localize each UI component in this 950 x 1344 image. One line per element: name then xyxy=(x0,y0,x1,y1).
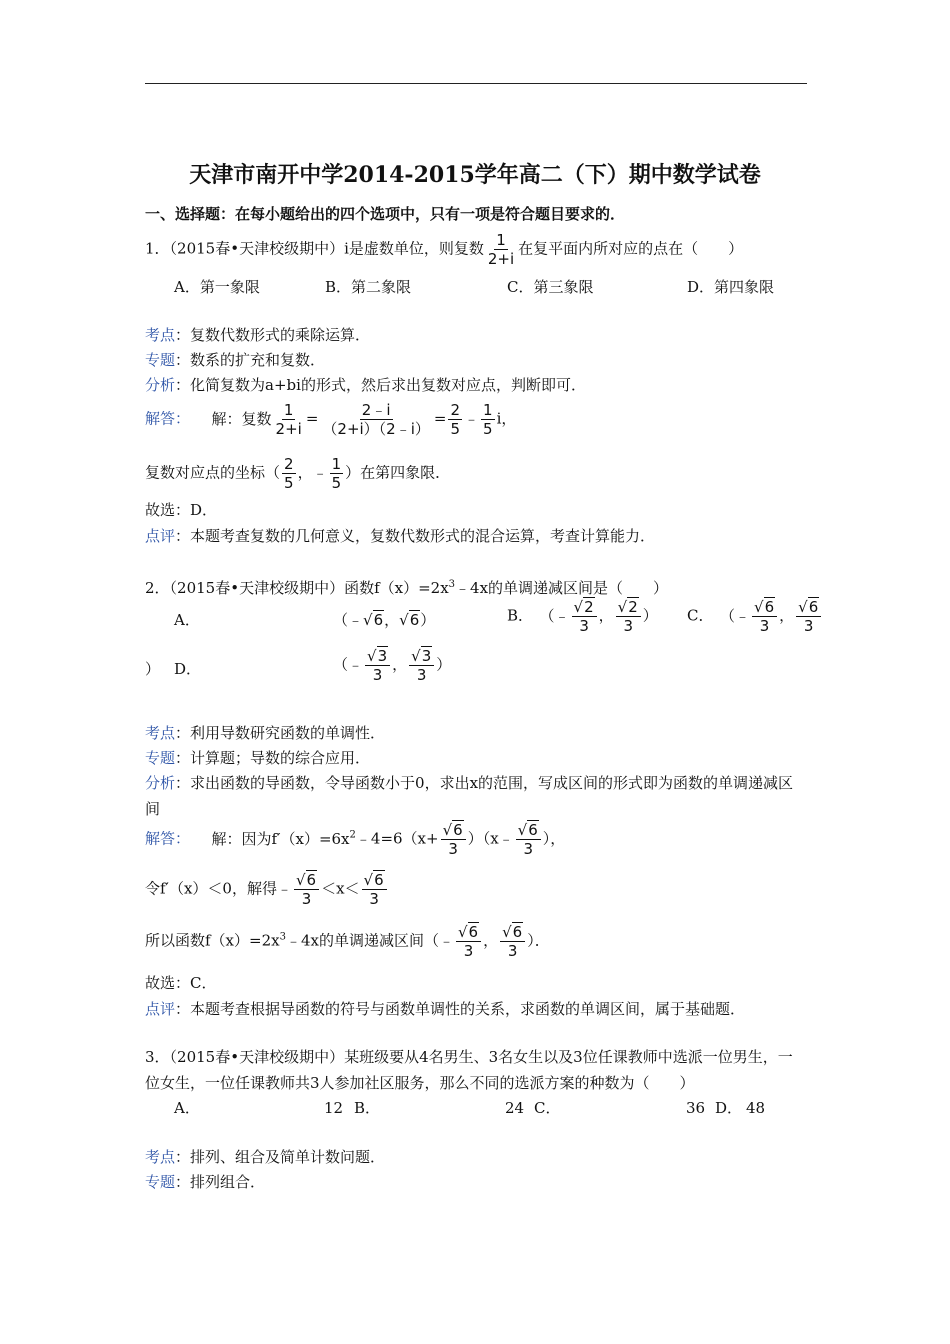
q2-jieda: 解答： 解：因为$f'(x)=6x^2﹣4=6(x+$ $\frac{√6}{3}$ ）（x﹣ $\frac{√6}{3}$ ）， xyxy=(145,821,566,858)
q3-stem: 3．（2015春•天津校级期中）某班级要从4名男生、3名女生以及3位任课教师中选派一位男生，一位女生，一位任课教师共3人参加社区服务，那么不同的选派方案的种数为（ ） xyxy=(145,1048,793,1092)
q1-answer: 故选：D． xyxy=(145,501,218,519)
q3-option-a[interactable]: A． xyxy=(174,1099,200,1117)
q2-zhuanti: 专题：计算题；导数的综合应用． xyxy=(145,749,371,767)
q2-answer: 故选：C． xyxy=(145,974,217,992)
fraction: $\frac{√6}{3}$ xyxy=(362,871,387,908)
q1-dianping: 点评：本题考查复数的几何意义，复数代数形式的混合运算，考查计算能力． xyxy=(145,527,656,545)
fraction: $\frac{√2}{3}$ xyxy=(616,598,641,635)
q1-zhuanti: 专题：数系的扩充和复数． xyxy=(145,351,326,369)
q3-option-b-value[interactable]: 24 xyxy=(505,1099,525,1117)
q2-suoyi-line: 所以函数$f(x)=2x^3﹣4x$的单调递减区间（﹣ $\frac{√6}{3}$ ， $\frac{√6}{3}$ ）． xyxy=(145,923,550,960)
fraction: $\frac{1}{5}$ xyxy=(483,401,493,438)
q2-option-b[interactable]: B． （﹣ $\frac{√2}{3}$ ， $\frac{√2}{3}$ ） xyxy=(507,598,658,635)
q2-option-c-close: ） xyxy=(145,660,161,678)
q1-stem xyxy=(145,231,743,268)
q2-option-a-value[interactable]: （﹣√6，√6） xyxy=(333,611,436,629)
fraction: $\frac{√6}{3}$ xyxy=(796,598,821,635)
header-rule xyxy=(145,83,807,84)
sqrt: √6 xyxy=(363,611,384,629)
q3-option-c-value[interactable]: 36 xyxy=(686,1099,706,1117)
sqrt: √6 xyxy=(399,611,420,629)
fraction: $\frac{1}{5}$ xyxy=(331,455,342,492)
fraction: $\frac{√2}{3}$ xyxy=(572,598,597,635)
q2-dianping: 点评：本题考查根据导函数的符号与函数单调性的关系，求函数的单调区间，属于基础题． xyxy=(145,1000,746,1018)
q2-option-c[interactable]: C． （﹣ $\frac{√6}{3}$ ， $\frac{√6}{3}$ xyxy=(687,598,823,635)
q3-option-c[interactable]: C． xyxy=(534,1099,561,1117)
q1-jieda: 解答： 解：复数 $\frac{1}{2+i}$ = $\frac{2﹣i}{(2+i)(2﹣i)}$ = $\frac{2}{5}$ ﹣ $\frac{1}{5}$ i， xyxy=(145,401,517,438)
q2-stem: 2．（2015春•天津校级期中）函数$f(x)=2x^3﹣4x$的单调递减区间是（ ） xyxy=(145,579,669,597)
fraction: $\frac{√6}{3}$ xyxy=(500,923,525,960)
q1-fenxi: 分析：化简复数为a+bi的形式，然后求出复数对应点，判断即可． xyxy=(145,376,586,394)
q2-option-d-label[interactable]: D． xyxy=(174,660,202,678)
q3-kaodian: 考点：排列、组合及简单计数问题． xyxy=(145,1148,386,1166)
fraction: $\frac{√6}{3}$ xyxy=(294,871,319,908)
q1-fraction xyxy=(486,231,516,268)
q2-option-a-label[interactable]: A． xyxy=(174,611,200,629)
q1-option-b[interactable]: B．第二象限 xyxy=(325,278,412,296)
fraction: $\frac{√3}{3}$ xyxy=(365,647,390,684)
fraction: $\frac{2﹣i}{(2+i)(2﹣i)}$ xyxy=(322,401,430,438)
q1-stem-tail: 在复平面内所对应的点在（ ） xyxy=(518,239,744,258)
fraction: $\frac{√6}{3}$ xyxy=(456,923,481,960)
q2-kaodian: 考点：利用导数研究函数的单调性． xyxy=(145,724,386,742)
q3-zhuanti: 专题：排列组合． xyxy=(145,1173,266,1191)
q2-option-d-value[interactable]: （﹣ $\frac{√3}{3}$ ， $\frac{√3}{3}$ ） xyxy=(333,647,452,684)
q3-option-d[interactable]: D． xyxy=(715,1099,743,1117)
q1-kaodian: 考点：复数代数形式的乘除运算． xyxy=(145,326,371,344)
fraction: $\frac{√6}{3}$ xyxy=(441,821,466,858)
q1-option-a[interactable]: A．第一象限 xyxy=(174,278,260,296)
fraction: $\frac{1}{2+i}$ xyxy=(275,401,302,438)
q1-option-c[interactable]: C．第三象限 xyxy=(507,278,594,296)
q3-option-a-value[interactable]: 12 xyxy=(324,1099,344,1117)
q2-fenxi: 分析：求出函数的导函数，令导函数小于0，求出x的范围，写成区间的形式即为函数的单调递减区间 xyxy=(145,774,794,818)
q1-coordinate-line: 复数对应点的坐标（ $\frac{2}{5}$ ，﹣ $\frac{1}{5}$ ）在第四象限． xyxy=(145,455,451,492)
section-heading: 一、选择题：在每小题给出的四个选项中，只有一项是符合题目要求的． xyxy=(145,205,626,223)
fraction: $\frac{√6}{3}$ xyxy=(752,598,777,635)
q1-frac-num: 1 xyxy=(496,231,506,249)
q2-ling-line: 令f′（x）＜0，解得﹣ $\frac{√6}{3}$ ＜x＜ $\frac{√6}{3}$ xyxy=(145,871,389,908)
fraction: $\frac{2}{5}$ xyxy=(450,401,461,438)
q1-frac-den: 2+i xyxy=(487,250,515,268)
fraction: $\frac{2}{5}$ xyxy=(284,455,294,492)
q3-option-d-value[interactable]: 48 xyxy=(746,1099,766,1117)
page-title: 天津市南开中学2014-2015学年高二（下）期中数学试卷 xyxy=(189,162,761,188)
fraction: $\frac{√3}{3}$ xyxy=(409,647,434,684)
q1-stem-text: 1．（2015春•天津校级期中）i是虚数单位，则复数 xyxy=(145,239,484,258)
q3-option-b[interactable]: B． xyxy=(354,1099,381,1117)
fraction: $\frac{√6}{3}$ xyxy=(516,821,541,858)
q1-option-d[interactable]: D．第四象限 xyxy=(687,278,775,296)
